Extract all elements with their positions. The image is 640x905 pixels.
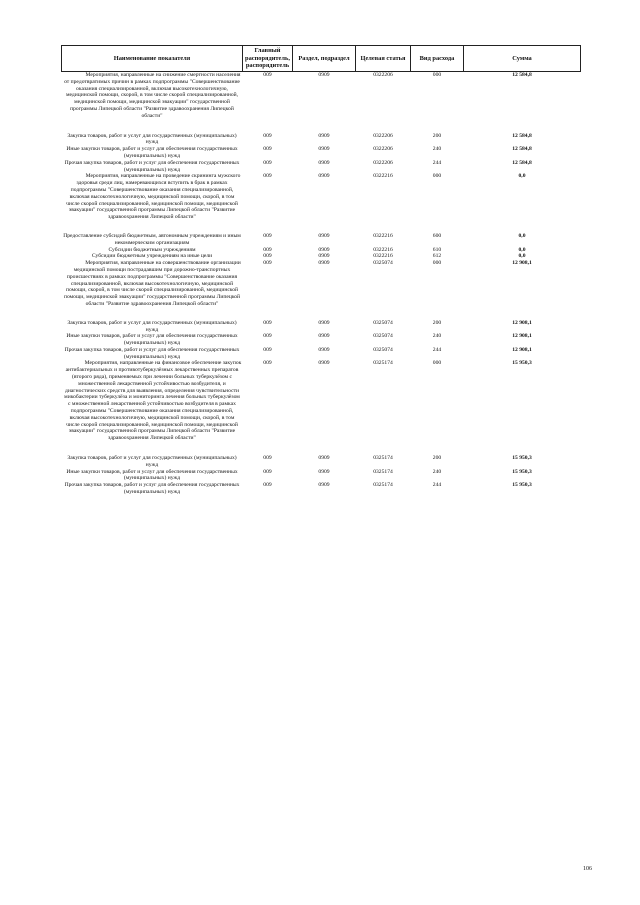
row-vr: 000 [432, 173, 442, 180]
row-name: Субсидии бюджетным учреждениям на иные цели [91, 253, 213, 260]
page-number: 106 [583, 866, 592, 872]
header-gr: Главный распорядитель, распорядитель [243, 46, 293, 72]
row-sum: 15 950,3 [512, 482, 532, 489]
row-rp: 0909 [318, 333, 330, 340]
row-name: Прочая закупка товаров, работ и услуг для обеспечения государственных (муниципальных) нужд [64, 159, 240, 173]
header-cs: Целевая статья [356, 46, 411, 72]
row-gr: 009 [263, 333, 272, 340]
row-rp: 0909 [318, 482, 330, 489]
row-gr: 009 [263, 253, 272, 260]
row-cs: 0322216 [373, 232, 393, 239]
row-gr: 009 [263, 232, 272, 239]
table-row [62, 308, 581, 334]
row-sum: 15 950,3 [512, 360, 532, 367]
table-row [62, 120, 581, 147]
header-sum: Сумма [464, 46, 581, 72]
row-name: Закупка товаров, работ и услуг для государственных (муниципальных) нужд [67, 455, 237, 468]
row-name: Субсидии бюджетным учреждениям [108, 246, 196, 253]
table-header [62, 46, 581, 72]
row-vr: 240 [432, 146, 442, 153]
row-sum: 15 950,3 [512, 468, 532, 475]
row-gr: 009 [263, 468, 272, 475]
row-sum: 12 908,1 [512, 260, 532, 267]
table-row [62, 347, 581, 361]
row-vr: 600 [432, 232, 442, 239]
row-vr: 000 [432, 72, 442, 78]
row-sum: 0,0 [518, 173, 526, 180]
row-name: Предоставление субсидий бюджетным, автономным учреждениям и иным некоммерческим организациям [63, 232, 241, 246]
row-cs: 0325074 [373, 346, 393, 353]
row-gr: 009 [263, 246, 272, 253]
row-cs: 0325174 [373, 468, 393, 475]
row-sum: 12 584,8 [512, 146, 532, 153]
row-rp: 0909 [318, 346, 330, 353]
row-cs: 0325174 [373, 360, 393, 367]
row-sum: 12 908,1 [512, 333, 532, 340]
row-vr: 000 [432, 360, 442, 367]
row-cs: 0322206 [373, 132, 393, 139]
row-gr: 009 [263, 455, 272, 462]
row-rp: 0909 [318, 455, 330, 462]
row-gr: 009 [263, 482, 272, 489]
header-name: Наименование показателя [62, 46, 243, 72]
row-rp: 0909 [318, 173, 330, 180]
row-cs: 0325074 [373, 260, 393, 267]
row-cs: 0325074 [373, 319, 393, 326]
row-rp: 0909 [318, 246, 330, 253]
row-vr: 000 [432, 260, 442, 267]
row-vr: 244 [432, 159, 442, 166]
row-rp: 0909 [318, 360, 330, 367]
table-row [62, 360, 581, 442]
table-body [62, 72, 581, 496]
row-vr: 200 [432, 319, 442, 326]
row-name: Прочая закупка товаров, работ и услуг для обеспечения государственных (муниципальных) нужд [64, 482, 240, 496]
table-row [62, 260, 581, 308]
table-row [62, 72, 581, 120]
row-gr: 009 [263, 146, 272, 153]
row-vr: 240 [432, 333, 442, 340]
row-gr: 009 [263, 260, 272, 267]
row-cs: 0322206 [373, 159, 393, 166]
row-rp: 0909 [318, 232, 330, 239]
row-sum: 12 908,1 [512, 319, 532, 326]
table-row [62, 221, 581, 247]
row-rp: 0909 [318, 319, 330, 326]
row-gr: 009 [263, 72, 272, 78]
row-name: Закупка товаров, работ и услуг для государственных (муниципальных) нужд [67, 132, 237, 146]
row-cs: 0322206 [373, 146, 393, 153]
row-gr: 009 [263, 173, 272, 180]
row-name: Иные закупки товаров, работ и услуг для обеспечения государственных (муниципальных) нужд [66, 146, 238, 159]
row-vr: 240 [432, 468, 442, 475]
row-name: Закупка товаров, работ и услуг для государственных (муниципальных) нужд [67, 319, 237, 333]
row-vr: 244 [432, 346, 442, 353]
row-cs: 0322206 [373, 72, 393, 78]
header-vr: Вид расхода [411, 46, 464, 72]
row-rp: 0909 [318, 253, 330, 260]
row-sum: 0,0 [518, 246, 526, 253]
row-cs: 0322216 [373, 253, 393, 260]
row-name: Иные закупки товаров, работ и услуг для обеспечения государственных (муниципальных) нужд [66, 333, 238, 347]
row-rp: 0909 [318, 146, 330, 153]
table-row [62, 146, 581, 160]
row-gr: 009 [263, 132, 272, 139]
row-rp: 0909 [318, 260, 330, 267]
row-rp: 0909 [318, 132, 330, 139]
header-rp: Раздел, подраздел [293, 46, 356, 72]
row-vr: 200 [432, 132, 442, 139]
row-rp: 0909 [318, 468, 330, 475]
row-cs: 0325074 [373, 333, 393, 340]
row-name: Прочая закупка товаров, работ и услуг для обеспечения государственных (муниципальных) нужд [64, 346, 240, 360]
row-sum: 0,0 [518, 232, 526, 239]
row-name: Мероприятия, направленные на проведение скрининга мужского здоровья среди лиц, намеревающихся вступить в брак в рамках подпрограммы "Совершенствование оказания специализированной, включая высокотехнологичную, медицинской помощи, скорой, в том числе скорой специализированной, медицинской помощи, медицинской эвакуации" государственной программы Липецкой области "Развитие здравоохранения Липецкой области" [66, 173, 241, 221]
table-row [62, 173, 581, 221]
row-name: Мероприятия, направленные на финансовое обеспечение закупок антибактериальных и противотуберкулёзных лекарственных препаратов (второго ряда), применяемых при лечении больных туберкулёзом с множественной лекарственной устойчивостью возбудителя, и диагностических средств для выявления, определения чувствительности микобактерии туберкулёза и мониторинга лечения больных туберкулёзом с множественной лекарственной устойчивостью возбудителя в рамках подпрограммы "Совершенствование оказания специализированной, включая высокотехнологичную, медицинской помощи, скорой, в том числе скорой специализированной, медицинской помощи, медицинской эвакуации" государственной программы Липецкой области "Развитие здравоохранения Липецкой области" [64, 360, 242, 442]
row-cs: 0325174 [373, 482, 393, 489]
row-sum: 12 908,1 [512, 346, 532, 353]
row-sum: 12 584,8 [512, 159, 532, 166]
row-name: Мероприятия, направленные на снижение смертности населения от предотвратимых причин в рамках подпрограммы "Совершенствование оказания специализированной, включая высокотехнологичную, медицинской помощи, скорой, в том числе скорой специализированной, медицинской помощи, медицинской эвакуации" государственной программы Липецкой области "Развитие здравоохранения Липецкой области" [64, 72, 241, 119]
row-cs: 0325174 [373, 455, 393, 462]
row-gr: 009 [263, 159, 272, 166]
row-sum: 12 584,8 [512, 132, 532, 139]
budget-table [61, 45, 581, 496]
row-cs: 0322216 [373, 173, 393, 180]
row-cs: 0322216 [373, 246, 393, 253]
row-gr: 009 [263, 319, 272, 326]
row-vr: 612 [432, 253, 442, 260]
row-gr: 009 [263, 360, 272, 367]
table-row [62, 469, 581, 483]
table-row [62, 442, 581, 469]
table-row [62, 482, 581, 496]
table-row [62, 333, 581, 347]
row-name: Мероприятия, направленные на совершенствование организации медицинской помощи пострадавшим при дорожно-транспортных происшествиях в рамках подпрограммы "Совершенствование оказания специализированной, включая высокотехнологичную, медицинской помощи, скорой, в том числе скорой специализированной, медицинской помощи, медицинской эвакуации" государственной программы Липецкой области "Развитие здравоохранения Липецкой области" [63, 260, 241, 307]
row-name: Иные закупки товаров, работ и услуг для обеспечения государственных (муниципальных) нужд [66, 468, 238, 482]
table-row [62, 253, 581, 260]
row-rp: 0909 [318, 72, 330, 78]
row-vr: 610 [432, 246, 442, 253]
row-sum: 15 950,3 [512, 455, 532, 462]
row-vr: 200 [432, 455, 442, 462]
row-rp: 0909 [318, 159, 330, 166]
row-sum: 0,0 [518, 253, 526, 260]
row-vr: 244 [432, 482, 442, 489]
row-sum: 12 584,8 [512, 72, 532, 78]
table-row [62, 160, 581, 174]
row-gr: 009 [263, 346, 272, 353]
